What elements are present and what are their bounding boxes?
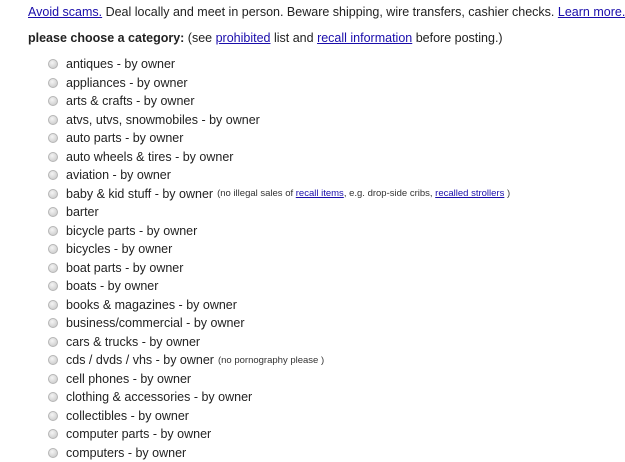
category-radio[interactable]	[48, 189, 58, 199]
category-option[interactable]	[48, 333, 510, 352]
category-label[interactable]: boat parts - by owner	[66, 261, 183, 275]
category-radio[interactable]	[48, 263, 58, 273]
category-label[interactable]: aviation - by owner	[66, 168, 171, 182]
category-option[interactable]	[48, 388, 510, 407]
category-option[interactable]	[48, 370, 510, 389]
category-option[interactable]	[48, 74, 510, 93]
category-option[interactable]	[48, 111, 510, 130]
scam-notice	[28, 4, 548, 20]
note-text: (no illegal sales of	[217, 188, 296, 199]
category-radio[interactable]	[48, 318, 58, 328]
category-label[interactable]: cds / dvds / vhs - by owner	[66, 353, 214, 367]
category-option[interactable]	[48, 222, 510, 241]
category-label[interactable]: computer parts - by owner	[66, 427, 211, 441]
category-label[interactable]: computers - by owner	[66, 446, 186, 460]
category-radio[interactable]	[48, 133, 58, 143]
category-radio[interactable]	[48, 170, 58, 180]
category-radio[interactable]	[48, 392, 58, 402]
prompt-text-pre: (see	[184, 31, 215, 45]
category-label[interactable]: barter	[66, 205, 99, 219]
category-label[interactable]: auto parts - by owner	[66, 131, 183, 145]
category-label[interactable]: books & magazines - by owner	[66, 298, 237, 312]
category-list	[48, 55, 510, 462]
category-radio[interactable]	[48, 59, 58, 69]
category-radio[interactable]	[48, 411, 58, 421]
category-note: (no pornography please )	[218, 355, 324, 366]
category-label[interactable]: cars & trucks - by owner	[66, 335, 200, 349]
note-text: )	[504, 188, 510, 199]
category-radio[interactable]	[48, 78, 58, 88]
avoid-scams-link[interactable]: Avoid scams.	[28, 5, 102, 19]
category-label[interactable]: business/commercial - by owner	[66, 316, 245, 330]
scam-notice-text: Deal locally and meet in person. Beware shipping, wire transfers, cashier checks.	[102, 5, 558, 19]
learn-more-link[interactable]: Learn more.	[558, 5, 625, 19]
category-label[interactable]: bicycles - by owner	[66, 242, 172, 256]
category-option[interactable]	[48, 277, 510, 296]
category-radio[interactable]	[48, 337, 58, 347]
category-radio[interactable]	[48, 429, 58, 439]
recalled-strollers-link[interactable]: recalled strollers	[435, 188, 504, 199]
category-option[interactable]	[48, 240, 510, 259]
category-option[interactable]	[48, 166, 510, 185]
category-radio[interactable]	[48, 152, 58, 162]
category-option[interactable]	[48, 407, 510, 426]
category-option[interactable]	[48, 259, 510, 278]
prohibited-link[interactable]: prohibited	[216, 31, 271, 45]
category-option[interactable]	[48, 129, 510, 148]
category-option[interactable]	[48, 296, 510, 315]
category-radio[interactable]	[48, 244, 58, 254]
category-label[interactable]: antiques - by owner	[66, 57, 175, 71]
category-label[interactable]: cell phones - by owner	[66, 372, 191, 386]
category-label[interactable]: arts & crafts - by owner	[66, 94, 195, 108]
category-radio[interactable]	[48, 207, 58, 217]
category-note	[217, 188, 510, 199]
category-option[interactable]	[48, 92, 510, 111]
category-label[interactable]: collectibles - by owner	[66, 409, 189, 423]
category-option[interactable]	[48, 351, 510, 370]
recall-items-link[interactable]: recall items	[296, 188, 344, 199]
category-label[interactable]: clothing & accessories - by owner	[66, 390, 252, 404]
category-label[interactable]: baby & kid stuff - by owner	[66, 187, 213, 201]
category-radio[interactable]	[48, 226, 58, 236]
category-option[interactable]	[48, 203, 510, 222]
category-radio[interactable]	[48, 115, 58, 125]
category-option[interactable]	[48, 148, 510, 167]
category-radio[interactable]	[48, 448, 58, 458]
category-label[interactable]: atvs, utvs, snowmobiles - by owner	[66, 113, 260, 127]
category-prompt	[28, 30, 503, 46]
category-option[interactable]	[48, 314, 510, 333]
category-label[interactable]: auto wheels & tires - by owner	[66, 150, 233, 164]
category-option[interactable]	[48, 55, 510, 74]
prompt-heading: please choose a category:	[28, 31, 184, 45]
category-radio[interactable]	[48, 374, 58, 384]
category-radio[interactable]	[48, 96, 58, 106]
category-label[interactable]: bicycle parts - by owner	[66, 224, 197, 238]
category-label[interactable]: boats - by owner	[66, 279, 158, 293]
prompt-text-mid: list and	[271, 31, 318, 45]
category-option[interactable]	[48, 444, 510, 462]
prompt-text-post: before posting.)	[412, 31, 502, 45]
category-radio[interactable]	[48, 281, 58, 291]
note-text: , e.g. drop-side cribs,	[344, 188, 435, 199]
category-option[interactable]	[48, 425, 510, 444]
category-radio[interactable]	[48, 355, 58, 365]
category-label[interactable]: appliances - by owner	[66, 76, 188, 90]
recall-information-link[interactable]: recall information	[317, 31, 412, 45]
category-option[interactable]	[48, 185, 510, 204]
category-radio[interactable]	[48, 300, 58, 310]
